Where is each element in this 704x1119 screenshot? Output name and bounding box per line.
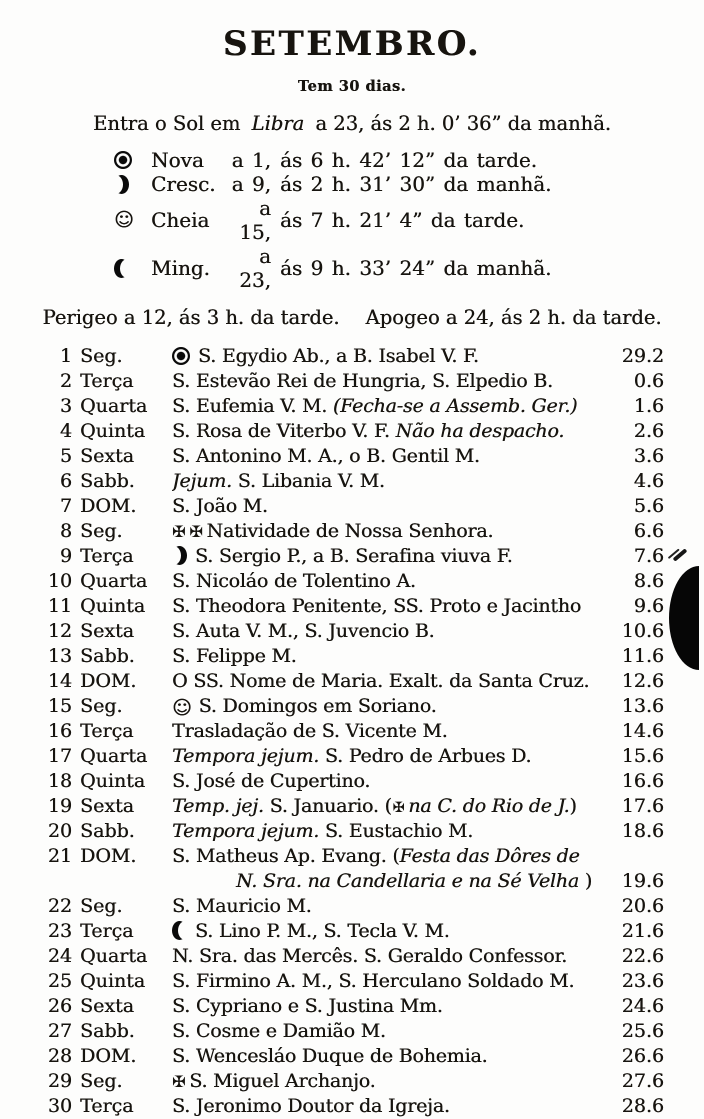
phase-name: Cresc.: [151, 172, 216, 197]
saint-text: S. Pedro de Arbues D.: [319, 745, 532, 768]
calendar-row: [44, 919, 664, 944]
saint-entry: [172, 1019, 604, 1044]
saint-text: S. Mauricio M.: [172, 895, 312, 918]
saint-text: S. Auta V. M., S. Juvencio B.: [172, 620, 435, 643]
saint-entry: [172, 994, 604, 1019]
saint-entry: [172, 344, 604, 369]
weekday: Terça: [80, 1095, 134, 1118]
calendar-row: [44, 1069, 664, 1094]
orbit-line: [0, 306, 704, 329]
cross-icon: ✠: [172, 1072, 186, 1092]
sun-entry-prefix: Entra o Sol em: [93, 112, 241, 136]
day-number: 14: [47, 670, 72, 693]
calendar-table: [44, 344, 664, 1119]
saint-text: S. Eustachio M.: [319, 820, 474, 843]
calendar-row: [44, 419, 664, 444]
epact-number: 17.6: [621, 795, 664, 818]
saint-entry: [172, 944, 604, 969]
day-number: 25: [47, 970, 72, 993]
epact-number: 15.6: [621, 745, 664, 768]
day-number: 29: [47, 1070, 72, 1093]
epact-number: 6.6: [633, 520, 664, 543]
day-number: 21: [47, 845, 72, 868]
saint-text: Trasladação de S. Vicente M.: [172, 720, 448, 743]
calendar-row: [44, 444, 664, 469]
weekday: DOM.: [80, 1045, 137, 1068]
weekday: Seg.: [80, 345, 123, 368]
saint-entry: [172, 744, 604, 769]
phase-day: a 15,: [239, 196, 271, 245]
day-number: 5: [59, 445, 72, 468]
saint-entry: [172, 644, 604, 669]
weekday: Quarta: [80, 945, 148, 968]
waxing-crescent-icon: [114, 175, 129, 194]
day-number: 13: [47, 645, 72, 668]
saint-entry: [172, 844, 604, 894]
epact-number: 18.6: [621, 820, 664, 843]
day-number: 20: [47, 820, 72, 843]
saint-text: S. Januario. (: [269, 795, 392, 818]
weekday: Sabb.: [80, 470, 135, 493]
epact-number: 9.6: [633, 595, 664, 618]
saint-text: Tempora jejum.: [172, 745, 320, 768]
day-number: 27: [47, 1020, 72, 1043]
calendar-row: [44, 1044, 664, 1069]
epact-number: 2.6: [633, 420, 664, 443]
saint-entry: [172, 819, 604, 844]
weekday: Quinta: [80, 420, 146, 443]
saint-entry: [172, 394, 604, 419]
weekday: Seg.: [80, 695, 123, 718]
calendar-row: [44, 619, 664, 644]
saint-entry: [172, 1069, 604, 1094]
saint-entry: [172, 769, 604, 794]
saint-entry: [172, 594, 604, 619]
day-number: 18: [47, 770, 72, 793]
phase-name: Ming.: [151, 256, 210, 281]
saint-text: S. Firmino A. M., S. Herculano Soldado M.: [172, 970, 575, 993]
saint-text: S. Jeronimo Doutor da Igreja.: [172, 1095, 450, 1118]
day-number: 1: [59, 345, 72, 368]
calendar-row: [44, 544, 664, 569]
calendar-row: [44, 394, 664, 419]
new-moon-icon: [114, 151, 132, 169]
saint-text: Não ha despacho.: [395, 420, 565, 443]
day-number: 11: [47, 595, 72, 618]
calendar-row: [44, 819, 664, 844]
cross-small-icon: ✠: [392, 800, 405, 817]
saint-entry: [172, 569, 604, 594]
waning-crescent-icon: [114, 259, 129, 278]
perigee-text: Perigeo a 12, ás 3 h. da tarde.: [42, 306, 340, 330]
epact-number: 19.6: [621, 870, 664, 893]
weekday: DOM.: [80, 845, 137, 868]
saint-entry: [172, 544, 604, 569]
epact-number: 11.6: [621, 645, 664, 668]
weekday: Sexta: [80, 995, 134, 1018]
day-number: 16: [47, 720, 72, 743]
weekday: Quarta: [80, 745, 148, 768]
epact-number: 4.6: [633, 470, 664, 493]
calendar-row: [44, 894, 664, 919]
day-number: 4: [59, 420, 72, 443]
full-moon-icon: ☺: [172, 697, 192, 720]
ink-speck-artifact: [673, 548, 688, 561]
saint-text: O SS. Nome de Maria. Exalt. da Santa Cruz.: [172, 670, 590, 693]
epact-number: 8.6: [633, 570, 664, 593]
calendar-row: [44, 594, 664, 619]
saint-text: (Fecha-se a Assemb. Ger.): [332, 395, 578, 418]
weekday: Seg.: [80, 1070, 123, 1093]
day-number: 23: [47, 920, 72, 943]
day-number: 19: [47, 795, 72, 818]
epact-number: 3.6: [633, 445, 664, 468]
waxing-crescent-icon: [172, 546, 187, 565]
day-number: 26: [47, 995, 72, 1018]
phase-name: Nova: [151, 148, 204, 173]
calendar-row: [44, 1094, 664, 1119]
saint-entry: [172, 919, 604, 944]
calendar-row: [44, 369, 664, 394]
epact-number: 14.6: [621, 720, 664, 743]
weekday: Quarta: [80, 570, 148, 593]
weekday: Terça: [80, 920, 134, 943]
saint-entry: [172, 619, 604, 644]
saint-entry: [172, 1044, 604, 1069]
calendar-row: [44, 719, 664, 744]
zodiac-sign: Libra: [251, 112, 305, 136]
saint-text: Natividade de Nossa Senhora.: [206, 520, 494, 543]
calendar-row: [44, 694, 664, 719]
phase-day: a 1,: [231, 148, 271, 173]
saint-entry: [172, 969, 604, 994]
saint-entry: [172, 694, 604, 719]
sun-entry-line: [0, 112, 704, 135]
epact-number: 22.6: [621, 945, 664, 968]
calendar-row: [44, 494, 664, 519]
epact-number: 29.2: [621, 345, 664, 368]
weekday: Seg.: [80, 895, 123, 918]
saint-text: S. Theodora Penitente, SS. Proto e Jacintho: [172, 595, 582, 618]
calendar-row: [44, 519, 664, 544]
phase-time: ás 2 h. 31’ 30” da manhã.: [280, 172, 552, 197]
epact-number: 5.6: [633, 495, 664, 518]
epact-number: 23.6: [621, 970, 664, 993]
saint-entry: [172, 494, 604, 519]
saint-entry: [172, 369, 604, 394]
saint-text: na C. do Rio de J.: [408, 795, 570, 818]
phase-day: a 23,: [239, 244, 271, 293]
calendar-row: [44, 844, 664, 894]
epact-number: 27.6: [621, 1070, 664, 1093]
calendar-row: [44, 344, 664, 369]
saint-entry: [172, 444, 604, 469]
calendar-row: [44, 669, 664, 694]
saint-text: S. Cosme e Damião M.: [172, 1020, 386, 1043]
calendar-row: [44, 744, 664, 769]
epact-number: 26.6: [621, 1045, 664, 1068]
weekday: Quinta: [80, 595, 146, 618]
day-number: 17: [47, 745, 72, 768]
days-count-subtitle: Tem 30 dias.: [297, 78, 407, 96]
weekday: Sexta: [80, 445, 134, 468]
cross-icon: ✠: [189, 522, 203, 542]
saint-entry: [172, 794, 604, 819]
saint-entry: [172, 1094, 604, 1119]
weekday: Quinta: [80, 770, 146, 793]
weekday: Seg.: [80, 520, 123, 543]
epact-number: 13.6: [621, 695, 664, 718]
day-number: 24: [47, 945, 72, 968]
saint-text: S. José de Cupertino.: [172, 770, 371, 793]
epact-number: 12.6: [621, 670, 664, 693]
calendar-row: [44, 644, 664, 669]
moon-phase-line: [114, 148, 704, 172]
epact-number: 10.6: [621, 620, 664, 643]
waning-crescent-icon: [172, 921, 187, 940]
saint-entry: [172, 519, 604, 544]
sun-entry-suffix: a 23, ás 2 h. 0’ 36” da manhã.: [315, 112, 611, 136]
phase-time: ás 6 h. 42’ 12” da tarde.: [280, 148, 538, 173]
saint-entry: [172, 894, 604, 919]
weekday: Sexta: [80, 795, 134, 818]
saint-text: S. Eufemia V. M.: [172, 395, 333, 418]
weekday: Quinta: [80, 970, 146, 993]
saint-text: N. Sra. na Candellaria e na Sé Velha: [236, 870, 579, 893]
page-title: SETEMBRO.: [222, 24, 482, 64]
weekday: Sabb.: [80, 645, 135, 668]
epact-number: 28.6: [621, 1095, 664, 1118]
saint-text: S. Matheus Ap. Evang. (: [172, 845, 400, 868]
weekday: Sabb.: [80, 1020, 135, 1043]
epact-number: 20.6: [621, 895, 664, 918]
calendar-row: [44, 994, 664, 1019]
saint-text: ): [578, 870, 593, 893]
weekday: DOM.: [80, 670, 137, 693]
calendar-row: [44, 1019, 664, 1044]
epact-number: 1.6: [633, 395, 664, 418]
phase-time: ás 9 h. 33’ 24” da manhã.: [280, 256, 552, 281]
day-number: 28: [47, 1045, 72, 1068]
full-moon-icon: ☺: [114, 208, 134, 231]
saint-text: Temp. jej.: [172, 795, 270, 818]
saint-text: S. Nicoláo de Tolentino A.: [172, 570, 416, 593]
saint-entry: [172, 719, 604, 744]
apogee-text: Apogeo a 24, ás 2 h. da tarde.: [365, 306, 662, 330]
calendar-row: [44, 769, 664, 794]
saint-text: S. Wencesláo Duque de Bohemia.: [172, 1045, 488, 1068]
saint-text: S. Rosa de Viterbo V. F.: [172, 420, 396, 443]
weekday: DOM.: [80, 495, 137, 518]
saint-entry: [172, 469, 604, 494]
epact-number: 7.6: [633, 545, 664, 568]
cross-icon: ✠: [172, 522, 186, 542]
day-number: 15: [47, 695, 72, 718]
epact-number: 21.6: [621, 920, 664, 943]
calendar-row: [44, 944, 664, 969]
saint-text: S. Felippe M.: [172, 645, 297, 668]
day-number: 8: [59, 520, 72, 543]
saint-text: N. Sra. das Mercês. S. Geraldo Confessor.: [172, 945, 568, 968]
weekday: Terça: [80, 720, 134, 743]
moon-phase-line: [114, 172, 704, 196]
saint-text: S. Estevão Rei de Hungria, S. Elpedio B.: [172, 370, 553, 393]
calendar-row: [44, 969, 664, 994]
day-number: 2: [59, 370, 72, 393]
moon-phase-line: [114, 196, 704, 244]
moon-phase-line: [114, 244, 704, 292]
saint-text: Festa das Dôres de: [399, 845, 580, 868]
day-number: 12: [47, 620, 72, 643]
saint-text: S. Cypriano e S. Justina Mm.: [172, 995, 443, 1018]
weekday: Terça: [80, 545, 134, 568]
epact-number: 25.6: [621, 1020, 664, 1043]
day-number: 6: [59, 470, 72, 493]
ink-smudge-artifact: [669, 566, 699, 670]
moon-phase-list: [114, 148, 704, 292]
epact-number: 24.6: [621, 995, 664, 1018]
epact-number: 16.6: [621, 770, 664, 793]
weekday: Quarta: [80, 395, 148, 418]
calendar-row: [44, 794, 664, 819]
new-moon-icon: [172, 347, 190, 365]
day-number: 7: [59, 495, 72, 518]
saint-text: S. Libania V. M.: [231, 470, 385, 493]
day-number: 22: [47, 895, 72, 918]
phase-day: a 9,: [231, 172, 271, 197]
phase-time: ás 7 h. 21’ 4” da tarde.: [280, 208, 525, 233]
saint-text: S. Egydio Ab., a B. Isabel V. F.: [198, 345, 479, 368]
saint-text: S. Domingos em Soriano.: [198, 695, 437, 718]
weekday: Terça: [80, 370, 134, 393]
saint-text: S. Antonino M. A., o B. Gentil M.: [172, 445, 480, 468]
saint-text: Tempora jejum.: [172, 820, 320, 843]
epact-number: 0.6: [633, 370, 664, 393]
phase-name: Cheia: [151, 208, 210, 233]
saint-text: S. Lino P. M., S. Tecla V. M.: [195, 920, 450, 943]
day-number: 30: [47, 1095, 72, 1118]
weekday: Sabb.: [80, 820, 135, 843]
saint-text: S. Sergio P., a B. Serafina viuva F.: [195, 545, 513, 568]
calendar-row: [44, 569, 664, 594]
day-number: 3: [59, 395, 72, 418]
saint-entry: [172, 669, 604, 694]
saint-text: ): [569, 795, 577, 818]
saint-entry: [172, 419, 604, 444]
weekday: Sexta: [80, 620, 134, 643]
saint-text: S. João M.: [172, 495, 268, 518]
saint-text: Jejum.: [172, 470, 232, 493]
calendar-row: [44, 469, 664, 494]
day-number: 9: [59, 545, 72, 568]
day-number: 10: [47, 570, 72, 593]
saint-text: S. Miguel Archanjo.: [189, 1070, 376, 1093]
